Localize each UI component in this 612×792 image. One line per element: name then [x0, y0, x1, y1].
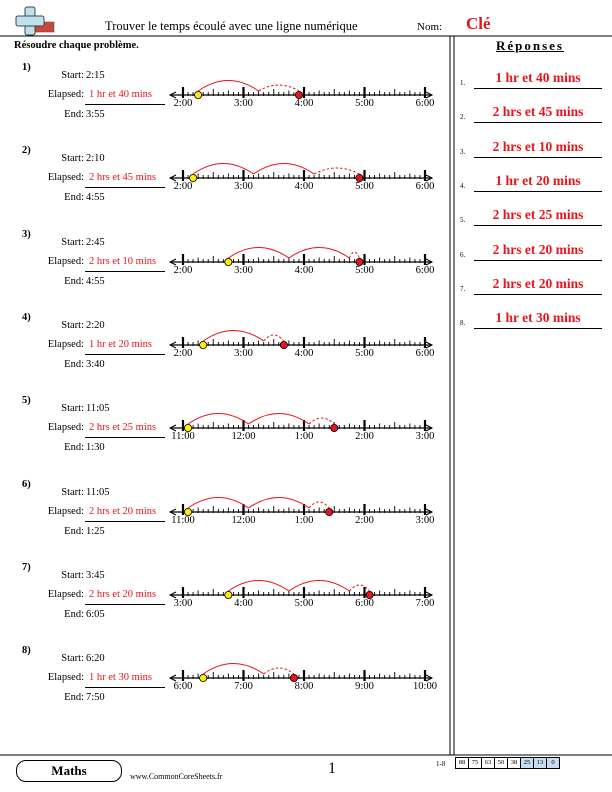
tick-label: 6:00 [355, 597, 374, 609]
answer-number: 8. [460, 319, 466, 328]
tick-label: 2:00 [173, 181, 193, 193]
end-label: End: [64, 442, 84, 454]
elapsed-value: 1 hr et 20 mins [89, 338, 152, 350]
start-value: 11:05 [86, 486, 110, 498]
tick-label: 5:00 [355, 264, 374, 276]
answer-number: 6. [460, 250, 466, 259]
start-label: Start: [61, 153, 84, 165]
answer-number: 3. [460, 147, 466, 156]
tick-label: 4:00 [234, 597, 253, 609]
tick-label: 4:00 [294, 347, 314, 359]
answer-line [474, 88, 602, 89]
start-label: Start: [61, 653, 84, 665]
end-label: End: [64, 358, 84, 370]
elapsed-label: Elapsed: [47, 422, 84, 434]
answer-row [460, 276, 602, 296]
tick-label: 5:00 [355, 98, 374, 109]
answer-row [460, 310, 602, 330]
end-label: End: [64, 109, 84, 120]
tick-label: 3:00 [415, 431, 435, 443]
tick-label: 1:00 [294, 514, 314, 526]
tick-label: 4:00 [294, 98, 314, 109]
tick-label: 9:00 [355, 681, 374, 693]
answer-row [460, 207, 602, 227]
end-label: End: [64, 525, 84, 537]
problem-number: 1) [22, 62, 31, 73]
problem [0, 312, 450, 392]
elapsed-label: Elapsed: [47, 255, 84, 267]
tick-label: 6:00 [415, 98, 435, 109]
answer-value: 2 hrs et 10 mins [492, 138, 584, 154]
tick-label: 3:00 [234, 98, 253, 109]
elapsed-label: Elapsed: [47, 172, 84, 184]
elapsed-label: Elapsed: [47, 89, 84, 100]
score-cell: 0 [546, 757, 560, 769]
tick-label: 2:00 [173, 98, 193, 109]
end-point [331, 425, 338, 432]
problem-number: 8) [22, 645, 31, 657]
end-value: 1:25 [86, 525, 105, 537]
answer-line [474, 294, 602, 295]
answer-value: 1 hr et 40 mins [495, 70, 581, 85]
score-cell: 75 [468, 757, 482, 769]
tick-label: 5:00 [294, 597, 314, 609]
problem-number: 6) [22, 478, 31, 490]
answers-title: Réponses [495, 38, 564, 53]
problem [0, 645, 450, 725]
answer-value: 2 hrs et 20 mins [492, 275, 584, 291]
tick-label: 12:00 [231, 431, 256, 443]
problem [0, 395, 450, 475]
tick-label: 7:00 [234, 681, 253, 693]
start-value: 2:20 [86, 319, 105, 331]
minutes-arc [349, 252, 359, 258]
start-value: 2:15 [86, 70, 105, 81]
score-table [456, 757, 560, 769]
end-value: 4:55 [86, 275, 105, 287]
score-cell: 38 [507, 757, 521, 769]
start-label: Start: [61, 403, 84, 415]
answer-key-label: Clé [466, 14, 491, 33]
minutes-arc [264, 668, 294, 674]
answer-value: 1 hr et 30 mins [495, 310, 581, 326]
score-range: 1-8 [436, 760, 446, 768]
answer-line [474, 122, 602, 123]
start-label: Start: [61, 236, 84, 248]
start-label: Start: [61, 319, 84, 331]
start-label: Start: [61, 486, 84, 498]
answer-row [460, 70, 602, 90]
end-point [326, 508, 333, 515]
start-value: 6:20 [86, 653, 105, 665]
end-value: 6:05 [86, 608, 105, 620]
hour-arc [203, 330, 263, 341]
elapsed-label: Elapsed: [47, 588, 84, 600]
start-label: Start: [61, 70, 84, 81]
answer-line [474, 191, 602, 192]
problem [0, 145, 450, 225]
elapsed-value: 1 hr et 40 mins [89, 89, 152, 100]
start-label: Start: [61, 569, 84, 581]
problem [0, 62, 450, 142]
tick-label: 3:00 [234, 264, 253, 276]
start-value: 3:45 [86, 569, 105, 581]
answer-value: 2 hrs et 20 mins [492, 241, 584, 257]
answer-number: 7. [460, 284, 466, 293]
tick-label: 2:00 [173, 347, 193, 359]
elapsed-value: 2 hrs et 10 mins [89, 255, 157, 267]
hour-arc [249, 497, 309, 508]
instructions: Résoudre chaque problème. [14, 40, 139, 51]
tick-label: 6:00 [415, 264, 435, 276]
minutes-arc [314, 168, 359, 174]
problem [0, 479, 450, 559]
tick-label: 10:00 [413, 681, 437, 693]
tick-label: 4:00 [294, 264, 314, 276]
answer-line [474, 260, 602, 261]
score-cell: 13 [533, 757, 547, 769]
problem-number: 5) [22, 395, 31, 407]
elapsed-label: Elapsed: [47, 672, 84, 684]
hour-arc [289, 247, 350, 258]
problem-number: 4) [22, 311, 31, 323]
minutes-arc [309, 502, 329, 508]
problem [0, 229, 450, 309]
subject-badge: Maths [16, 760, 122, 782]
tick-label: 3:00 [415, 514, 435, 526]
answer-number: 2. [460, 113, 466, 122]
tick-label: 3:00 [173, 597, 193, 609]
tick-label: 8:00 [294, 681, 314, 693]
end-value: 3:55 [86, 109, 105, 120]
start-value: 2:45 [86, 236, 105, 248]
minutes-arc [349, 585, 369, 591]
answer-number: 5. [460, 216, 466, 225]
end-value: 7:50 [86, 692, 105, 704]
end-label: End: [64, 692, 84, 704]
hour-arc [188, 497, 249, 508]
hour-arc [249, 414, 309, 425]
tick-label: 5:00 [355, 181, 374, 193]
tick-label: 6:00 [415, 347, 435, 359]
answer-value: 1 hr et 20 mins [495, 172, 581, 188]
answer-line [474, 328, 602, 329]
answer-line [474, 225, 602, 226]
tick-label: 2:00 [355, 514, 374, 526]
start-value: 11:05 [86, 403, 110, 415]
answer-value: 2 hrs et 25 mins [492, 207, 584, 223]
tick-label: 6:00 [415, 181, 435, 193]
hour-arc [188, 414, 249, 425]
score-cell: 63 [481, 757, 495, 769]
tick-label: 6:00 [173, 681, 193, 693]
elapsed-value: 1 hr et 30 mins [89, 672, 152, 684]
answer-row [460, 173, 602, 193]
name-label: Nom: [417, 21, 443, 33]
end-label: End: [64, 608, 84, 620]
hour-arc [228, 580, 289, 591]
end-label: End: [64, 192, 84, 204]
elapsed-value: 2 hrs et 20 mins [89, 505, 157, 517]
problem-number: 3) [22, 228, 31, 240]
answer-number: 1. [460, 79, 466, 87]
tick-label: 11:00 [171, 431, 195, 443]
problem [0, 562, 450, 642]
end-value: 3:40 [86, 358, 105, 370]
tick-label: 5:00 [355, 347, 374, 359]
score-cell: 50 [494, 757, 508, 769]
answer-row [460, 104, 602, 124]
hour-arc [289, 580, 350, 591]
page-number: 1 [328, 760, 336, 777]
hour-arc [228, 247, 289, 258]
tick-label: 2:00 [355, 431, 374, 443]
tick-label: 4:00 [294, 181, 314, 193]
minutes-arc [259, 85, 299, 91]
page-title: Trouver le temps écoulé avec une ligne numérique [105, 19, 358, 33]
elapsed-value: 2 hrs et 25 mins [89, 422, 157, 434]
end-label: End: [64, 275, 84, 287]
start-value: 2:10 [86, 153, 105, 165]
footer-url: www.CommonCoreSheets.fr [130, 772, 223, 781]
answer-row [460, 139, 602, 159]
tick-label: 3:00 [234, 181, 253, 193]
tick-label: 3:00 [234, 347, 253, 359]
tick-label: 7:00 [415, 597, 435, 609]
elapsed-label: Elapsed: [47, 505, 84, 517]
problem-number: 2) [22, 145, 31, 157]
score-cell: 25 [520, 757, 534, 769]
elapsed-value: 2 hrs et 20 mins [89, 588, 157, 600]
tick-label: 1:00 [294, 431, 314, 443]
hour-arc [203, 664, 263, 675]
elapsed-label: Elapsed: [47, 338, 84, 350]
answer-number: 4. [460, 181, 466, 190]
minutes-arc [309, 418, 334, 424]
end-value: 1:30 [86, 442, 105, 454]
score-cell: 88 [455, 757, 469, 769]
end-value: 4:55 [86, 192, 105, 204]
elapsed-value: 2 hrs et 45 mins [89, 172, 157, 184]
hour-arc [198, 81, 259, 92]
tick-label: 12:00 [231, 514, 256, 526]
tick-label: 2:00 [173, 264, 193, 276]
tick-label: 11:00 [171, 514, 195, 526]
problem-number: 7) [22, 561, 31, 573]
answer-line [474, 157, 602, 158]
answer-row [460, 242, 602, 262]
answer-value: 2 hrs et 45 mins [492, 104, 584, 120]
